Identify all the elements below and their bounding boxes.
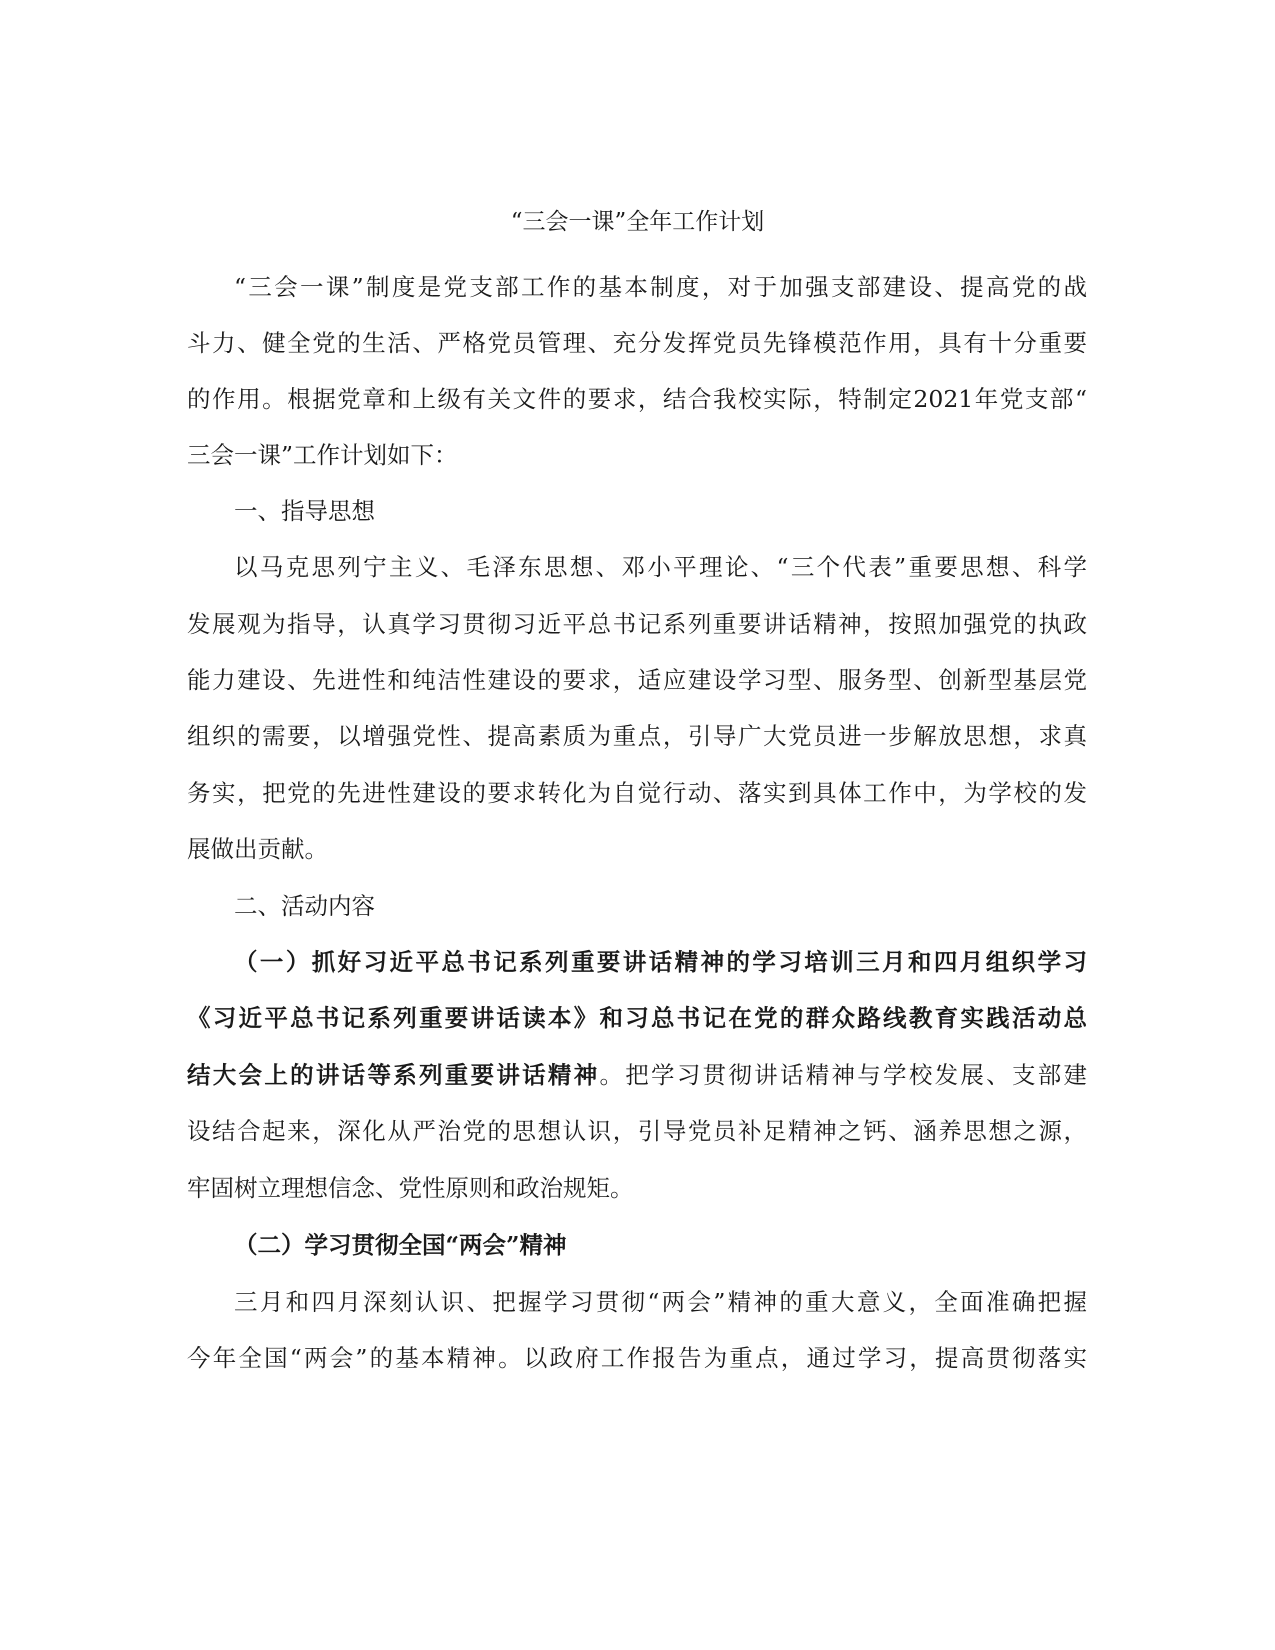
intro-line: 三会一课”工作计划如下： (187, 441, 458, 469)
document-title: “三会一课”全年工作计划 (510, 209, 765, 235)
paragraph-line: 发展观为指导，认真学习贯彻习近平总书记系列重要讲话精神，按照加强党的执政 (187, 610, 1087, 638)
paragraph-line: 设结合起来，深化从严治党的思想认识，引导党员补足精神之钙、涵养思想之源， (187, 1117, 1087, 1145)
subsection-heading-line: 《习近平总书记系列重要讲话读本》和习总书记在党的群众路线教育实践活动总 (187, 1004, 1087, 1032)
mixed-line (187, 1058, 1087, 1092)
subsection-heading-two-sessions: （二）学习贯彻全国“两会”精神 (234, 1231, 567, 1259)
section-heading-guiding-thought: 一、指导思想 (234, 497, 375, 525)
lead-tail-text: 。把学习贯彻讲话精神与学校发展、支部建 (599, 1061, 1088, 1089)
paragraph-line: 务实，把党的先进性建设的要求转化为自觉行动、落实到具体工作中，为学校的发 (187, 779, 1087, 807)
paragraph-line: 牢固树立理想信念、党性原则和政治规矩。 (187, 1174, 634, 1202)
paragraph-line: 能力建设、先进性和纯洁性建设的要求，适应建设学习型、服务型、创新型基层党 (187, 666, 1087, 694)
paragraph-line: 组织的需要，以增强党性、提高素质为重点，引导广大党员进一步解放思想，求真 (187, 722, 1087, 750)
intro-line: 的作用。根据党章和上级有关文件的要求，结合我校实际，特制定2021年党支部“ (187, 385, 1087, 413)
paragraph-line: 三月和四月深刻认识、把握学习贯彻“两会”精神的重大意义，全面准确把握 (234, 1288, 1087, 1316)
section-heading-activities: 二、活动内容 (234, 892, 375, 920)
intro-line: “三会一课”制度是党支部工作的基本制度，对于加强支部建设、提高党的战 (234, 273, 1087, 301)
intro-line: 斗力、健全党的生活、严格党员管理、充分发挥党员先锋模范作用，具有十分重要 (187, 329, 1087, 357)
paragraph-line: 今年全国“两会”的基本精神。以政府工作报告为重点，通过学习，提高贯彻落实 (187, 1344, 1087, 1372)
paragraph-line: 以马克思列宁主义、毛泽东思想、邓小平理论、“三个代表”重要思想、科学 (234, 553, 1087, 581)
subsection-heading-line: （一）抓好习近平总书记系列重要讲话精神的学习培训三月和四月组织学习 (234, 948, 1087, 976)
paragraph-line: 展做出贡献。 (187, 835, 328, 863)
bold-lead-text: 结大会上的讲话等系列重要讲话精神 (187, 1061, 600, 1089)
